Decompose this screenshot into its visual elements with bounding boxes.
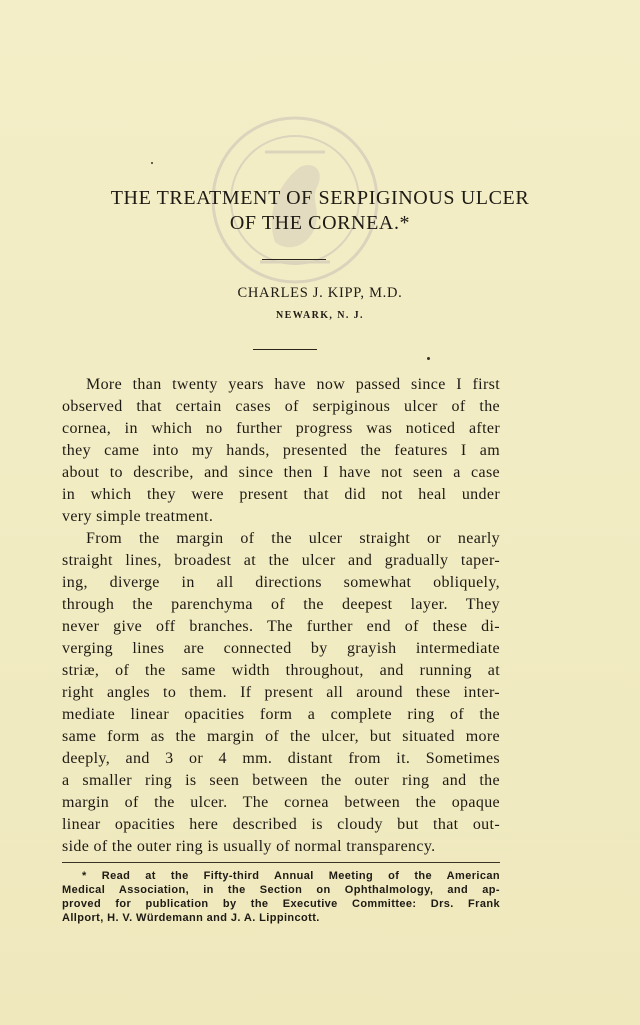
title-line-2: OF THE CORNEA.* — [229, 212, 411, 234]
text-line: straight lines, broadest at the ulcer and gradually taper- — [62, 552, 500, 569]
footnote-divider — [62, 862, 500, 863]
text-line: in which they were present that did not heal under — [62, 486, 500, 503]
paragraph-2 — [62, 528, 500, 858]
text-line: right angles to them. If present all around these inter- — [62, 684, 500, 701]
text-line: side of the outer ring is usually of normal transparency. — [62, 838, 436, 855]
text-line: through the parenchyma of the deepest layer. They — [62, 596, 500, 613]
text-line: More than twenty years have now passed since I first — [86, 376, 500, 393]
text-line: verging lines are connected by grayish intermediate — [62, 640, 500, 657]
text-line: margin of the ulcer. The cornea between the opaque — [62, 794, 500, 811]
text-line: never give off branches. The further end of these di- — [62, 618, 500, 635]
text-line: very simple treatment. — [62, 508, 214, 525]
footnote-line: proved for publication by the Executive Committee: Drs. Frank — [62, 898, 500, 910]
text-line: deeply, and 3 or 4 mm. distant from it. Sometimes — [62, 750, 500, 767]
text-line: about to describe, and since then I have not seen a case — [62, 464, 500, 481]
footnote-line: * Read at the Fifty-third Annual Meeting of the American — [82, 870, 500, 882]
print-speck — [427, 357, 430, 360]
text-line: same form as the margin of the ulcer, but situated more — [62, 728, 500, 745]
title-line-1: THE TREATMENT OF SERPIGINOUS ULCER — [110, 187, 530, 209]
footnote-line: Medical Association, in the Section on Ophthalmology, and ap- — [62, 884, 500, 896]
text-line: a smaller ring is seen between the outer ring and the — [62, 772, 500, 789]
paragraph-1 — [62, 374, 500, 528]
author-location: NEWARK, N. J. — [276, 310, 364, 321]
print-speck — [151, 162, 153, 164]
text-line: striæ, of the same width throughout, and running at — [62, 662, 500, 679]
text-line: mediate linear opacities form a complete ring of the — [62, 706, 500, 723]
title-divider — [262, 259, 326, 260]
text-line: linear opacities here described is cloudy but that out- — [62, 816, 500, 833]
text-line: they came into my hands, presented the features I am — [62, 442, 500, 459]
text-line: cornea, in which no further progress was noticed after — [62, 420, 500, 437]
footnote — [62, 869, 500, 925]
text-line: observed that certain cases of serpiginous ulcer of the — [62, 398, 500, 415]
footnote-line: Allport, H. V. Würdemann and J. A. Lippincott. — [62, 912, 320, 924]
author-name: CHARLES J. KIPP, M.D. — [237, 285, 403, 301]
text-line: From the margin of the ulcer straight or nearly — [86, 530, 500, 547]
text-line: ing, diverge in all directions somewhat obliquely, — [62, 574, 500, 591]
author-divider — [253, 349, 317, 350]
